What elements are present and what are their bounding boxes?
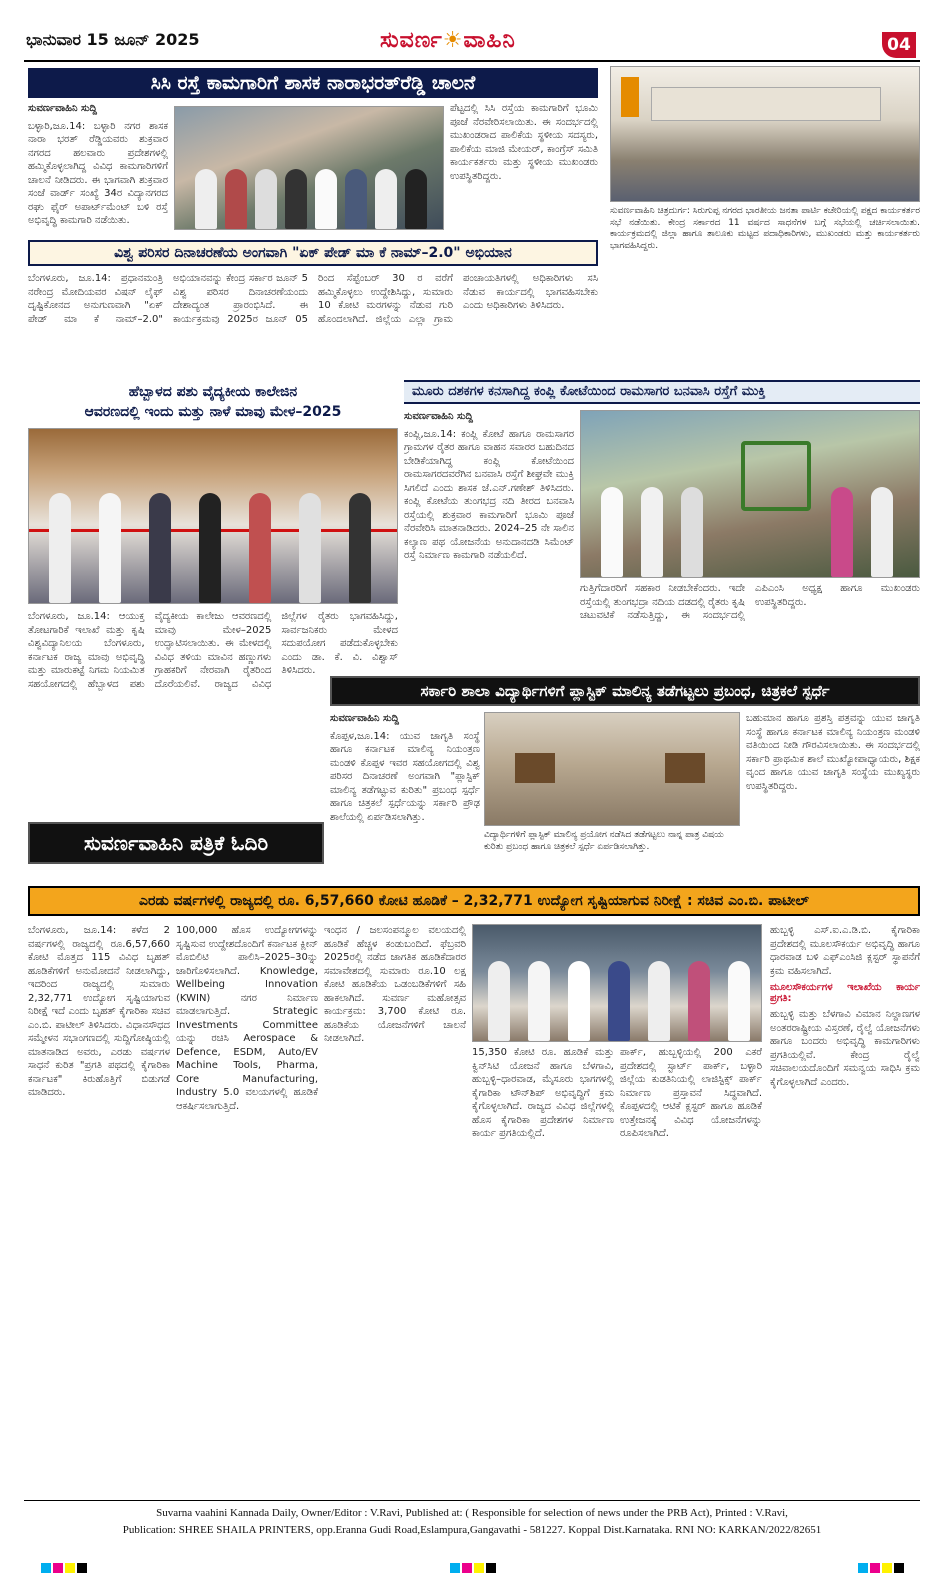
- story4-byline: ಸುವರ್ಣವಾಹಿನಿ ಸುದ್ದಿ: [404, 411, 473, 422]
- story2-caption: ಸುವರ್ಣವಾಹಿನಿ ಚಿತ್ರದುರ್ಗ: ಸಿರುಗುಪ್ಪ ನಗರದ ಭಾರತೀಯ ಜನತಾ ಪಾರ್ಟಿ ಕಚೇರಿಯಲ್ಲಿ ಪಕ್ಷದ ಕಾರ್ಯಕರ್ತರ ಸಭೆ ನಡೆಯಿತು. ಕೇಂದ್ರ ಸರ್ಕಾರದ 11 ವರ್ಷದ ಸಾಧನೆಗಳ ಬಗ್ಗೆ ಸಭೆಯಲ್ಲಿ ಚರ್ಚಿಸಲಾಯಿತು. ಕಾರ್ಯಕ್ರಮದಲ್ಲಿ ಜಿಲ್ಲಾ ಹಾಗೂ ತಾಲೂಕು ಮಟ್ಟದ ಪದಾಧಿಕಾರಿಗಳು, ಮುಖಂಡರು ಮತ್ತು ಕಾರ್ಯಕರ್ತರು ಭಾಗವಹಿಸಿದ್ದರು.: [610, 206, 920, 252]
- story6-body-left: [330, 712, 480, 882]
- logo-sun-icon: ☀: [442, 28, 464, 53]
- story7-photo: [472, 924, 762, 1042]
- story1-headline: ಸಿಸಿ ರಸ್ತೆ ಕಾಮಗಾರಿಗೆ ಶಾಸಕ ನಾರಾಭರತ್‌ರೆಡ್ಡಿ ಚಾಲನೆ: [28, 68, 598, 98]
- story7-col2: 100,000 ಹೊಸ ಉದ್ಯೋಗಗಳನ್ನು ಸೃಷ್ಟಿಸುವ ಉದ್ದೇಶದೊಂದಿಗೆ ಕರ್ನಾಟಕ ಕ್ಲೀನ್ ಮೊಬಿಲಿಟಿ ಪಾಲಿಸಿ–2025–30ನ್ನು ಜಾರಿಗೊಳಿಸಲಾಗಿದೆ. Knowledge, Wellbeing Innovation (KWIN) ನಗರ ನಿರ್ಮಾಣ ಮಾಡಲಾಗುತ್ತಿದೆ. Strategic Investments Committee ಯನ್ನು ರಚಿಸಿ Aerospace & Defence, ESDM, Auto/EV Machine Tools, Pharma, Core Manufacturing, Industry 5.0 ವಲಯಗಳಲ್ಲಿ ಹೂಡಿಕೆ ಆಕರ್ಷಿಸಲಾಗುತ್ತಿದೆ.: [176, 925, 318, 1112]
- story7-col6-bottom: ಹುಬ್ಬಳ್ಳಿ ಮತ್ತು ಬೆಳಗಾವಿ ವಿಮಾನ ನಿಲ್ದಾಣಗಳ ಅಂತರರಾಷ್ಟ್ರೀಯ ವಿಸ್ತರಣೆ, ರೈಲ್ವೆ ಯೋಜನೆಗಳು ಹಾಗೂ ಬಂದರು ಅಭಿವೃದ್ಧಿ ಕಾಮಗಾರಿಗಳು ಪ್ರಗತಿಯಲ್ಲಿವೆ. ಕೇಂದ್ರ ರೈಲ್ವೆ ಸಚಿವಾಲಯದೊಂದಿಗೆ ಸಮನ್ವಯ ಸಾಧಿಸಿ ಕ್ರಮ ಕೈಗೊಳ್ಳಲಾಗಿದೆ ಎಂದರು.: [770, 1009, 920, 1088]
- edition-date: ಭಾನುವಾರ 15 ಜೂನ್ 2025: [26, 30, 200, 49]
- story3-headline-box: [28, 240, 598, 266]
- imprint-line-1: Suvarna vaahini Kannada Daily, Owner/Editor : V.Ravi, Published at: ( Responsible for selection of news under the PRB Act), Printed : V.Ravi,: [156, 1507, 788, 1519]
- imprint-footer: [24, 1500, 920, 1538]
- story7-col4: 15,350 ಕೋಟಿ ರೂ. ಹೂಡಿಕೆ ಮತ್ತು ಕ್ವಿನ್‌ಸಿಟಿ ಯೋಜನೆ ಹಾಗೂ ಬೆಳಗಾವಿ, ಹುಬ್ಬಳ್ಳಿ–ಧಾರವಾಡ, ಮೈಸೂರು ಭಾಗಗಳಲ್ಲಿ ಕೈಗಾರಿಕಾ ಟೌನ್‌ಶಿಪ್ ಅಭಿವೃದ್ಧಿಗೆ ಕ್ರಮ ಕೈಗೊಳ್ಳಲಾಗಿದೆ. ರಾಜ್ಯದ ವಿವಿಧ ಜಿಲ್ಲೆಗಳಲ್ಲಿ ಹೊಸ ಕೈಗಾರಿಕಾ ಪ್ರದೇಶಗಳ ನಿರ್ಮಾಣ ಕಾರ್ಯ ಪ್ರಗತಿಯಲ್ಲಿದೆ.: [472, 1047, 614, 1139]
- story7-headline: ಎರಡು ವರ್ಷಗಳಲ್ಲಿ ರಾಜ್ಯದಲ್ಲಿ ರೂ. 6,57,660 ಕೋಟಿ ಹೂಡಿಕೆ – 2,32,771 ಉದ್ಯೋಗ ಸೃಷ್ಟಿಯಾಗುವ ನಿರೀಕ್ಷೆ : ಸಚಿವ ಎಂ.ಬಿ. ಪಾಟೀಲ್: [28, 886, 920, 916]
- story6-text-left: ಕೊಪ್ಪಳ,ಜೂ.14: ಯುವ ಜಾಗೃತಿ ಸಂಸ್ಥೆ ಹಾಗೂ ಕರ್ನಾಟಕ ಮಾಲಿನ್ಯ ನಿಯಂತ್ರಣ ಮಂಡಳಿ ಕೊಪ್ಪಳ ಇವರ ಸಹಯೋಗದಲ್ಲಿ ವಿಶ್ವ ಪರಿಸರ ದಿನಾಚರಣೆ ಅಂಗವಾಗಿ "ಪ್ಲಾಸ್ಟಿಕ್ ಮಾಲಿನ್ಯ ತಡೆಗಟ್ಟುವ ಕುರಿತು" ಪ್ರಬಂಧ ಸ್ಪರ್ಧೆ ಹಾಗೂ ಚಿತ್ರಕಲೆ ಸ್ಪರ್ಧೆಯನ್ನು ಸರ್ಕಾರಿ ಪ್ರೌಢ ಶಾಲೆಯಲ್ಲಿ ಏರ್ಪಡಿಸಲಾಗಿತ್ತು.: [330, 730, 480, 823]
- story7-col6-kicker: ಮೂಲಸೌಕರ್ಯಗಳ ಇಲಾಖೆಯ ಕಾರ್ಯ ಪ್ರಗತಿ:: [770, 982, 920, 1004]
- story5-headline: ಹೆಬ್ಬಾಳದ ಪಶು ವೈದ್ಯಕೀಯ ಕಾಲೇಜಿನ: [128, 384, 298, 400]
- page-number: 04: [882, 32, 916, 58]
- story7-col1: ಬೆಂಗಳೂರು, ಜೂ.14: ಕಳೆದ 2 ವರ್ಷಗಳಲ್ಲಿ ರಾಜ್ಯದಲ್ಲಿ ರೂ.6,57,660 ಕೋಟಿ ಮೊತ್ತದ 115 ವಿವಿಧ ಬೃಹತ್ ಹೂಡಿಕೆಗಳಿಗೆ ಅನುಮೋದನೆ ನೀಡಲಾಗಿದ್ದು, ಇದರಿಂದ ರಾಜ್ಯದಲ್ಲಿ ಸುಮಾರು 2,32,771 ಉದ್ಯೋಗ ಸೃಷ್ಟಿಯಾಗುವ ನಿರೀಕ್ಷೆ ಇದೆ ಎಂದು ಬೃಹತ್ ಕೈಗಾರಿಕಾ ಸಚಿವ ಎಂ.ಬಿ. ಪಾಟೀಲ್ ತಿಳಿಸಿದರು. ವಿಧಾನಸೌಧದ ಸಮ್ಮೇಳನ ಸಭಾಂಗಣದಲ್ಲಿ ಸುದ್ದಿಗೋಷ್ಠಿಯಲ್ಲಿ ಮಾತನಾಡಿದ ಅವರು, ಎರಡು ವರ್ಷಗಳ ಸಾಧನೆ ಕುರಿತ "ಪ್ರಗತಿ ಪಥದಲ್ಲಿ ಕೈಗಾರಿಕಾ ಕರ್ನಾಟಕ" ಕಿರುಹೊತ್ತಿಗೆ ಬಿಡುಗಡೆ ಮಾಡಿದರು.: [28, 925, 170, 1098]
- story7-col3: ಇಂಧನ / ಜಲಸಂಪನ್ಮೂಲ ವಲಯದಲ್ಲಿ ಹೂಡಿಕೆ ಹೆಚ್ಚಳ ಕಂಡುಬಂದಿದೆ. ಫೆಬ್ರವರಿ 2025ರಲ್ಲಿ ನಡೆದ ಜಾಗತಿಕ ಹೂಡಿಕೆದಾರರ ಸಮಾವೇಶದಲ್ಲಿ ಸುಮಾರು ರೂ.10 ಲಕ್ಷ ಕೋಟಿ ಹೂಡಿಕೆಯ ಒಡಂಬಡಿಕೆಗಳಿಗೆ ಸಹಿ ಹಾಕಲಾಗಿದೆ. ಸುವರ್ಣ ಮಹೋತ್ಸವ ಕಾರ್ಯಕ್ರಮ: 3,700 ಕೋಟಿ ರೂ. ಹೂಡಿಕೆಯ ಯೋಜನೆಗಳಿಗೆ ಚಾಲನೆ ನೀಡಲಾಗಿದೆ.: [324, 925, 466, 1044]
- story5-headline2: ಆವರಣದಲ್ಲಿ ಇಂದು ಮತ್ತು ನಾಳೆ ಮಾವು ಮೇಳ–2025: [84, 404, 342, 420]
- story1-byline: ಸುವರ್ಣವಾಹಿನಿ ಸುದ್ದಿ: [28, 103, 97, 114]
- story1-text-left: ಬಳ್ಳಾರಿ,ಜೂ.14: ಬಳ್ಳಾರಿ ನಗರ ಶಾಸಕ ನಾರಾ ಭರತ್ ರೆಡ್ಡಿಯವರು ಶುಕ್ರವಾರ ನಗರದ ಹಲವಾರು ಪ್ರದೇಶಗಳಲ್ಲಿ ಹಮ್ಮಿಕೊಳ್ಳಲಾಗಿದ್ದ ವಿವಿಧ ಕಾಮಗಾರಿಗಳಿಗೆ ಚಾಲನೆ ನೀಡಿದರು. ಈ ಭಾಗವಾಗಿ ಶುಕ್ರವಾರ ಸಂಜೆ ವಾರ್ಡ್ ಸಂಖ್ಯೆ 34ರ ವಿದ್ಯಾನಗರದ ರಘು ಫೈರ್ ಅಪಾರ್ಟ್‌ಮೆಂಟ್ ಬಳಿ ರಸ್ತೆ ಅಭಿವೃದ್ಧಿ ಕಾಮಗಾರಿ ನಡೆಯಿತು.: [28, 120, 168, 226]
- imprint-line-2: Publication: SHREE SHAILA PRINTERS, opp.Eranna Gudi Road,Eslampura,Gangavathi - 581227. Koppal Dist.Karnataka. RNI NO: KARKAN/2022/82651: [122, 1523, 822, 1536]
- story7-col6: [770, 924, 920, 1494]
- story4-text: ಕಂಪ್ಲಿ,ಜೂ.14: ಕಂಪ್ಲಿ ಕೋಟೆ ಹಾಗೂ ರಾಮಸಾಗರ ಗ್ರಾಮಗಳ ರೈತರ ಹಾಗೂ ವಾಹನ ಸವಾರರ ಬಹುದಿನದ ಬೇಡಿಕೆಯಾಗಿದ್ದ ಕಂಪ್ಲಿ ಕೋಟೆಯಿಂದ ರಾಮಸಾಗರದವರೆಗಿನ ಬನವಾಸಿ ರಸ್ತೆಗೆ ಶೀಘ್ರವೇ ಮುಕ್ತಿ ಸಿಗಲಿದೆ ಎಂದು ಶಾಸಕ ಜೆ.ಎನ್.ಗಣೇಶ್ ತಿಳಿಸಿದರು. ಕಂಪ್ಲಿ ಕೋಟೆಯ ತುಂಗಭದ್ರ ನದಿ ತೀರದ ಬನವಾಸಿ ರಸ್ತೆಯಲ್ಲಿ ಶುಕ್ರವಾರ ಕಾಮಗಾರಿಗೆ ಭೂಮಿ ಪೂಜೆ ನೆರವೇರಿಸಿ ಮಾತನಾಡಿದರು. 2024–25 ನೇ ಸಾಲಿನ ಕಲ್ಯಾಣ ಪಥ ಯೋಜನೆಯ ಅನುದಾನದಡಿ ಸಿಮೆಂಟ್ ರಸ್ತೆ ನಿರ್ಮಾಣ ಕಾಮಗಾರಿ ನಡೆಯಲಿದೆ.: [404, 428, 574, 561]
- logo-right: ವಾಹಿನಿ: [463, 28, 516, 53]
- story6-headline: ಸರ್ಕಾರಿ ಶಾಲಾ ವಿದ್ಯಾರ್ಥಿಗಳಿಗೆ ಪ್ಲಾಸ್ಟಿಕ್ ಮಾಲಿನ್ಯ ತಡೆಗಟ್ಟಲು ಪ್ರಬಂಧ, ಚಿತ್ರಕಲೆ ಸ್ಪರ್ಧೆ: [330, 676, 920, 706]
- color-bar-left: [40, 1558, 88, 1574]
- color-bar-right: [857, 1558, 905, 1574]
- story1-body-right: ಪೆಟ್ಟದಲ್ಲಿ ಸಿಸಿ ರಸ್ತೆಯ ಕಾಮಗಾರಿಗೆ ಭೂಮಿ ಪೂಜೆ ನೆರವೇರಿಸಲಾಯಿತು. ಈ ಸಂದರ್ಭದಲ್ಲಿ ಮುಖಂಡರಾದ ಪಾಲಿಕೆಯ ಸ್ಥಳೀಯ ಸದಸ್ಯರು, ಪಾಲಿಕೆಯ ಮಾಜಿ ಮೇಯರ್, ಕಾಂಗ್ರೆಸ್ ಸಮಿತಿ ಕಾರ್ಯಕರ್ತರು ಮತ್ತು ಸ್ಥಳೀಯ ಮುಖಂಡರು ಉಪಸ್ಥಿತರಿದ್ದರು.: [450, 103, 598, 182]
- story3-body: ಬೆಂಗಳೂರು, ಜೂ.14: ಪ್ರಧಾನಮಂತ್ರಿ ನರೇಂದ್ರ ಮೋದಿಯವರ ವಿಷನ್ ಲೈಫ್ ದೃಷ್ಟಿಕೋನದ ಅನುಗುಣವಾಗಿ "ಏಕ್ ಪೇಡ್ ಮಾ ಕೆ ನಾಮ್–2.0" ಅಭಿಯಾನವನ್ನು ಕೇಂದ್ರ ಸರ್ಕಾರ ಜೂನ್ 5 ವಿಶ್ವ ಪರಿಸರ ದಿನಾಚರಣೆಯಂದು ದೇಶಾದ್ಯಂತ ಪ್ರಾರಂಭಿಸಿದೆ. ಈ ಕಾರ್ಯಕ್ರಮವು 2025ರ ಜೂನ್ 05 ರಿಂದ ಸೆಪ್ಟೆಂಬರ್ 30 ರ ವರೆಗೆ ಹಮ್ಮಿಕೊಳ್ಳಲು ಉದ್ದೇಶಿಸಿದ್ದು, ಸುಮಾರು 10 ಕೋಟಿ ಮರಗಳನ್ನು ನೆಡುವ ಗುರಿ ಹೊಂದಲಾಗಿದೆ. ಜಿಲ್ಲೆಯ ಎಲ್ಲಾ ಗ್ರಾಮ ಪಂಚಾಯತಿಗಳಲ್ಲಿ ಅಧಿಕಾರಿಗಳು ಸಸಿ ನೆಡುವ ಕಾರ್ಯದಲ್ಲಿ ಭಾಗವಹಿಸಬೇಕು ಎಂದು ಅಧಿಕಾರಿಗಳು ತಿಳಿಸಿದರು.: [28, 273, 598, 325]
- newspaper-logo: [380, 28, 516, 53]
- story5-body: ಬೆಂಗಳೂರು, ಜೂ.14: ಆಯುಕ್ತ ತೋಟಗಾರಿಕೆ ಇಲಾಖೆ ಮತ್ತು ಕೃಷಿ ವಿಶ್ವವಿದ್ಯಾನಿಲಯ ಬೆಂಗಳೂರು, ಕರ್ನಾಟಕ ರಾಜ್ಯ ಮಾವು ಅಭಿವೃದ್ಧಿ ಮತ್ತು ಮಾರುಕಟ್ಟೆ ನಿಗಮ ನಿಯಮಿತ ಸಹಯೋಗದಲ್ಲಿ ಹೆಬ್ಬಾಳದ ಪಶು ವೈದ್ಯಕೀಯ ಕಾಲೇಜು ಆವರಣದಲ್ಲಿ ಮಾವು ಮೇಳ–2025 ಉದ್ಘಾಟಿಸಲಾಯಿತು. ಈ ಮೇಳದಲ್ಲಿ ವಿವಿಧ ತಳಿಯ ಮಾವಿನ ಹಣ್ಣುಗಳು ಗ್ರಾಹಕರಿಗೆ ನೇರವಾಗಿ ರೈತರಿಂದ ದೊರೆಯಲಿವೆ. ರಾಜ್ಯದ ವಿವಿಧ ಜಿಲ್ಲೆಗಳ ರೈತರು ಭಾಗವಹಿಸಿದ್ದು, ಸಾರ್ವಜನಿಕರು ಮೇಳದ ಸದುಪಯೋಗ ಪಡೆದುಕೊಳ್ಳಬೇಕು ಎಂದು ಡಾ. ಕೆ. ವಿ. ವಿಶ್ವಾಸ್ ತಿಳಿಸಿದರು.: [28, 611, 398, 690]
- masthead-rule: [24, 60, 920, 62]
- story5-photo: [28, 428, 398, 604]
- story2-photo: [610, 66, 920, 202]
- story4-photo: [580, 410, 920, 578]
- story6-photo: [484, 712, 740, 826]
- story1-photo: [174, 106, 444, 230]
- story1-body-left: [28, 102, 168, 232]
- story3-headline: ವಿಶ್ವ ಪರಿಸರ ದಿನಾಚರಣೆಯ ಅಂಗವಾಗಿ "ಏಕ್ ಪೇಡ್ ಮಾ ಕೆ ನಾಮ್–2.0" ಅಭಿಯಾನ: [114, 245, 512, 261]
- story6-body-right: ಬಹುಮಾನ ಹಾಗೂ ಪ್ರಶಸ್ತಿ ಪತ್ರವನ್ನು ಯುವ ಜಾಗೃತಿ ಸಂಸ್ಥೆ ಹಾಗೂ ಕರ್ನಾಟಕ ಮಾಲಿನ್ಯ ನಿಯಂತ್ರಣ ಮಂಡಳಿ ವತಿಯಿಂದ ನೀಡಿ ಗೌರವಿಸಲಾಯಿತು. ಈ ಸಂದರ್ಭದಲ್ಲಿ ಸರ್ಕಾರಿ ಪ್ರಾಥಮಿಕ ಶಾಲೆ ಮುಖ್ಯೋಪಾಧ್ಯಾಯರು, ಶಿಕ್ಷಕ ವೃಂದ ಹಾಗೂ ಯುವ ಜಾಗೃತಿ ಸಂಸ್ಥೆಯ ಮುಖ್ಯಸ್ಥರು ಉಪಸ್ಥಿತರಿದ್ದರು.: [746, 713, 920, 792]
- color-registration-strip: [0, 1558, 945, 1574]
- story6-caption: ವಿದ್ಯಾರ್ಥಿಗಳಿಗೆ ಪ್ಲಾಸ್ಟಿಕ್ ಮಾಲಿನ್ಯ ಪ್ರಯೋಗ ನಡೆಸಿದ ತಡೆಗಟ್ಟಲು ನಾನ್ನ ಪಾತ್ರ ವಿಷಯ ಕುರಿತು ಪ್ರಬಂಧ ಹಾಗೂ ಚಿತ್ರಕಲೆ ಸ್ಪರ್ಧೆ ಏರ್ಪಡಿಸಲಾಗಿತ್ತು.: [484, 830, 724, 852]
- story4-headline: ಮೂರು ದಶಕಗಳ ಕನಸಾಗಿದ್ದ ಕಂಪ್ಲಿ ಕೋಟೆಯಿಂದ ರಾಮಸಾಗರ ಬನವಾಸಿ ರಸ್ತೆಗೆ ಮುಕ್ತಿ: [412, 384, 766, 399]
- story7-col6-top: ಹುಬ್ಬಳ್ಳಿ ಎಸ್.ಐ.ಎ.ಡಿ.ಬಿ. ಕೈಗಾರಿಕಾ ಪ್ರದೇಶದಲ್ಲಿ ಮೂಲಸೌಕರ್ಯ ಅಭಿವೃದ್ಧಿ ಹಾಗೂ ಧಾರವಾಡ ಬಳಿ ಎಫ್‌ಎಂಸಿಜಿ ಕ್ಲಸ್ಟರ್ ಸ್ಥಾಪನೆಗೆ ಕ್ರಮ ವಹಿಸಲಾಗಿದೆ.: [770, 925, 920, 977]
- story6-byline: ಸುವರ್ಣವಾಹಿನಿ ಸುದ್ದಿ: [330, 713, 399, 724]
- story4-headline-box: [404, 380, 920, 404]
- story7-col5: ಪಾರ್ಕ್, ಹುಬ್ಬಳ್ಳಿಯಲ್ಲಿ 200 ಎಕರೆ ಪ್ರದೇಶದಲ್ಲಿ ಸ್ಟಾರ್ಟ್ ಪಾರ್ಕ್, ಬಳ್ಳಾರಿ ಜಿಲ್ಲೆಯ ಕುಡತಿನಿಯಲ್ಲಿ ಲಾಜಿಸ್ಟಿಕ್ಸ್ ಪಾರ್ಕ್ ನಿರ್ಮಾಣ ಪ್ರಸ್ತಾವನೆ ಸಿದ್ಧವಾಗಿದೆ. ಕೊಪ್ಪಳದಲ್ಲಿ ಆಟಿಕೆ ಕ್ಲಸ್ಟರ್ ಹಾಗೂ ಹೂಡಿಕೆ ಉತ್ತೇಜನಕ್ಕೆ ವಿವಿಧ ಯೋಜನೆಗಳನ್ನು ರೂಪಿಸಲಾಗಿದೆ.: [620, 1047, 762, 1139]
- color-bar-mid: [449, 1558, 497, 1574]
- story4-body: [404, 410, 574, 616]
- promo-box: ಸುವರ್ಣವಾಹಿನಿ ಪತ್ರಿಕೆ ಓದಿರಿ: [28, 822, 324, 864]
- logo-left: ಸುವರ್ಣ: [380, 28, 443, 53]
- story4-caption: ಗುತ್ತಿಗೆದಾರರಿಗೆ ಸಹಕಾರ ನೀಡಬೇಕೆಂದರು. ಇದೇ ರಸ್ತೆಯಲ್ಲಿ ತುಂಗಭದ್ರಾ ನದಿಯ ದಡದಲ್ಲಿ ರೈತರು ಕೃಷಿ ಚಟುವಟಿಕೆ ನಡೆಸುತ್ತಿದ್ದು, ಈ ಸಂದರ್ಭದಲ್ಲಿ ಎಪಿಎಂಸಿ ಅಧ್ಯಕ್ಷ ಹಾಗೂ ಮುಖಂಡರು ಉಪಸ್ಥಿತರಿದ್ದರು.: [580, 583, 920, 621]
